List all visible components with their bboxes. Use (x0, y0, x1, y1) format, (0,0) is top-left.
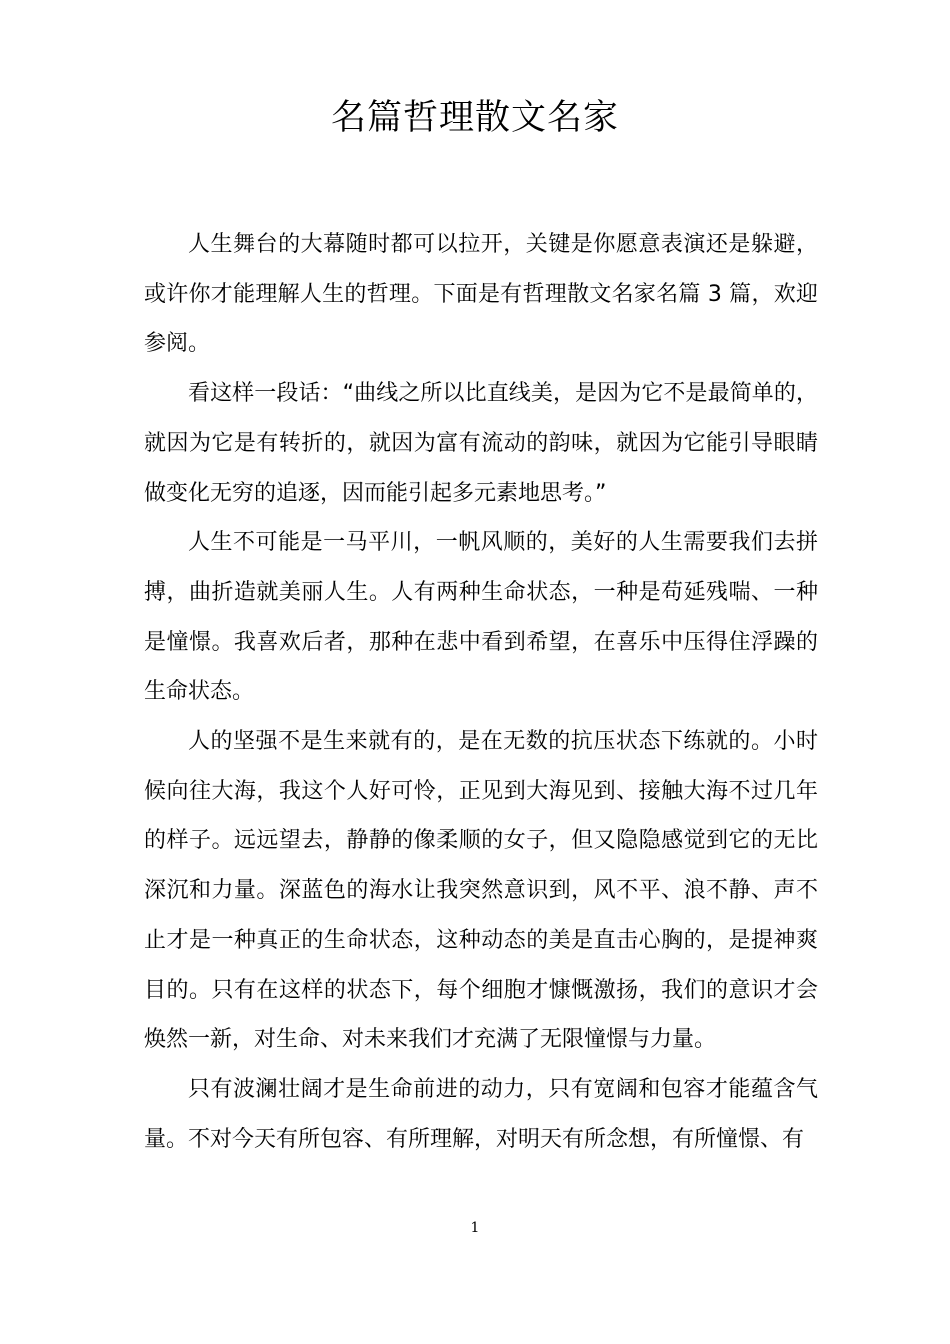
paragraph: 只有波澜壮阔才是生命前进的动力，只有宽阔和包容才能蕴含气量。不对今天有所包容、有所理解，对明天有所念想，有所憧憬、有 (144, 1076, 818, 1152)
page-number: 1 (470, 1220, 480, 1236)
document-body (144, 220, 818, 1164)
paragraph: 人生舞台的大幕随时都可以拉开，关键是你愿意表演还是躲避，或许你才能理解人生的哲理。下面是有哲理散文名家名篇 3 篇，欢迎参阅。 (144, 232, 818, 357)
paragraph: 看这样一段话：“曲线之所以比直线美，是因为它不是最简单的，就因为它是有转折的，就因为富有流动的韵味，就因为它能引导眼睛做变化无穷的追逐，因而能引起多元素地思考。” (144, 381, 818, 506)
document-title: 名篇哲理散文名家 (330, 98, 619, 138)
paragraph: 人的坚强不是生来就有的，是在无数的抗压状态下练就的。小时候向往大海，我这个人好可怜，正见到大海见到、接触大海不过几年的样子。远远望去，静静的像柔顺的女子，但又隐隐感觉到它的无比深沉和力量。深蓝色的海水让我突然意识到，风不平、浪不静、声不止才是一种真正的生命状态，这种动态的美是直击心胸的，是提神爽目的。只有在这样的状态下，每个细胞才慷慨激扬，我们的意识才会焕然一新，对生命、对未来我们才充满了无限憧憬与力量。 (144, 729, 818, 1053)
paragraph: 人生不可能是一马平川，一帆风顺的，美好的人生需要我们去拼搏，曲折造就美丽人生。人有两种生命状态，一种是苟延残喘、一种是憧憬。我喜欢后者，那种在悲中看到希望，在喜乐中压得住浮躁的生命状态。 (144, 530, 818, 705)
